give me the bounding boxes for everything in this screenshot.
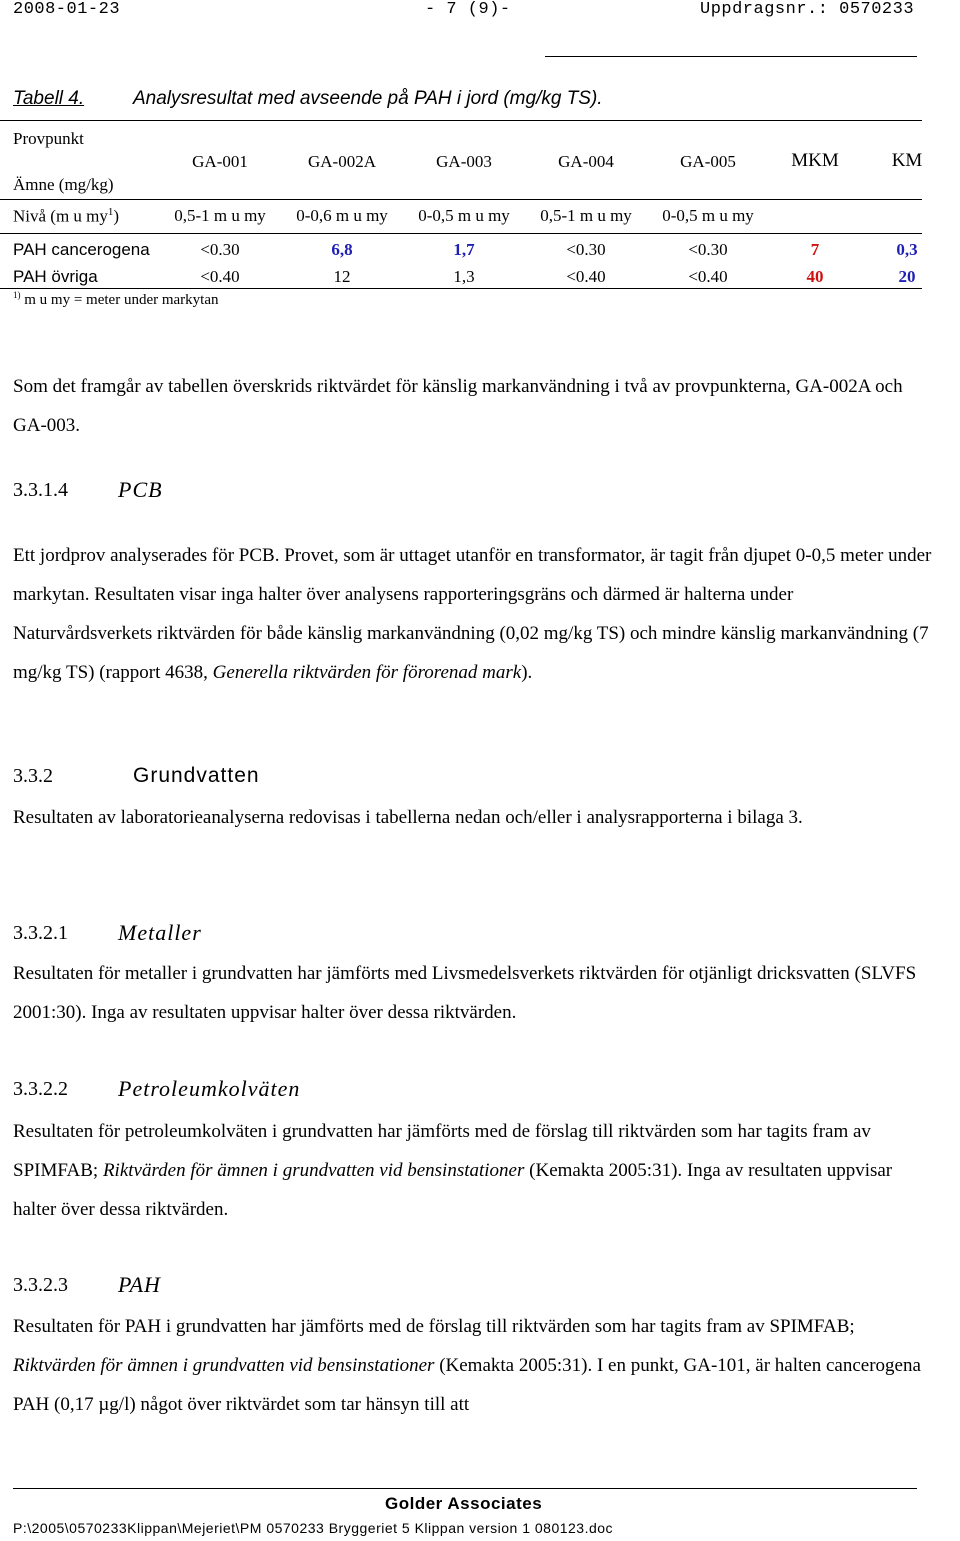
table-corner-bottom: Ämne (mg/kg) <box>13 175 114 194</box>
pcb-text-end: ). <box>521 662 533 683</box>
table-header-rule <box>0 199 922 200</box>
level-cell: 0-0,5 m u my <box>662 206 754 225</box>
heading-pah-number: 3.3.2.3 <box>13 1274 68 1296</box>
table-cell: 1,7 <box>453 240 475 259</box>
pcb-text: Ett jordprov analyserades för PCB. Provet, som är uttaget utanför en transformator, är tagit från djupet 0-0,5 meter under markytan. Resultaten visar inga halter över analysens rapporteringsgräns och därmed är halterna under Naturvårdsverkets riktvärden för både känslig markanvändning (0,02 mg/kg TS) och mindre känslig markanvändning (7 mg/kg TS) (rapport 4638, <box>13 545 932 683</box>
table-cell: <0.40 <box>566 267 606 286</box>
table-cell: <0.40 <box>200 267 240 286</box>
table-level-rule <box>0 233 922 234</box>
pah-text-end: (Kemakta 2005:31). I en punkt, GA-101, är halten cancerogena PAH (0,17 µg/l) något över riktvärdet som tar hänsyn till att <box>13 1355 921 1415</box>
table-cell: 40 <box>806 267 824 286</box>
footnote-mark: 1) <box>13 290 21 300</box>
header-page: - 7 (9)- <box>425 0 511 19</box>
level-label-text: Nivå (m u my <box>13 206 108 226</box>
heading-pah-title: PAH <box>118 1272 161 1297</box>
paragraph-metals: Resultaten för metaller i grundvatten har jämförts med Livsmedelsverkets riktvärden för otjänligt dricksvatten (SLVFS 2001:30). Inga av resultaten uppvisar halter över dessa riktvärden. <box>13 963 917 1023</box>
col-header: KM <box>891 150 923 171</box>
table-caption-label: Tabell 4. <box>13 88 85 109</box>
pah-reference-title: Riktvärden för ämnen i grundvatten vid bensinstationer <box>13 1355 435 1376</box>
pah-text: Resultaten för PAH i grundvatten har jämförts med de förslag till riktvärden som har tagits fram av SPIMFAB; <box>13 1316 855 1337</box>
level-cell: 0,5-1 m u my <box>174 206 266 225</box>
level-footnote-ref: 1 <box>107 206 114 218</box>
col-header: GA-004 <box>558 152 614 171</box>
level-cell: 0,5-1 m u my <box>540 206 632 225</box>
table-caption-text: Analysresultat med avseende på PAH i jord (mg/kg TS). <box>133 88 603 109</box>
table-cell: 20 <box>898 267 916 286</box>
heading-pcb-number: 3.3.1.4 <box>13 479 68 501</box>
heading-metals-title: Metaller <box>118 920 202 945</box>
level-cell: 0-0,6 m u my <box>296 206 388 225</box>
footer-rule <box>13 1488 917 1489</box>
table-corner-top: Provpunkt <box>13 129 84 148</box>
pcb-reference-title: Generella riktvärden för förorenad mark <box>212 662 522 683</box>
col-header: GA-005 <box>680 152 736 171</box>
table-footnote <box>13 290 219 309</box>
heading-groundwater-title: Grundvatten <box>133 764 260 787</box>
petroleum-text-end: (Kemakta 2005:31). Inga av resultaten uppvisar halter över dessa riktvärden. <box>13 1160 893 1220</box>
level-label <box>13 206 119 227</box>
heading-petroleum-number: 3.3.2.2 <box>13 1078 68 1100</box>
header-assignment: Uppdragsnr.: 0570233 <box>700 0 915 19</box>
paragraph-petroleum <box>13 1112 933 1229</box>
petroleum-reference-title: Riktvärden för ämnen i grundvatten vid bensinstationer <box>102 1160 525 1181</box>
footer-company: Golder Associates <box>385 1494 543 1513</box>
footer-file-path: P:\2005\0570233Klippan\Mejeriet\PM 0570233 Bryggeriet 5 Klippan version 1 080123.doc <box>13 1520 614 1536</box>
table-bottom-rule <box>0 288 922 289</box>
table-top-rule <box>0 120 922 121</box>
table-cell: <0.30 <box>566 240 606 259</box>
table-cell: <0.30 <box>200 240 240 259</box>
table-cell: 1,3 <box>453 267 475 286</box>
footnote-text: m u my = meter under markytan <box>24 292 219 308</box>
paragraph-exceedance: Som det framgår av tabellen överskrids riktvärdet för känslig markanvändning i två av provpunkterna, GA-002A och GA-003. <box>13 376 903 436</box>
paragraph-pcb <box>13 536 933 692</box>
table-cell: <0.30 <box>688 240 728 259</box>
col-header: GA-003 <box>436 152 492 171</box>
col-header: GA-001 <box>192 152 248 171</box>
col-header: MKM <box>791 150 839 171</box>
heading-groundwater-number: 3.3.2 <box>13 765 53 787</box>
table-cell: 0,3 <box>896 240 918 259</box>
paragraph-groundwater: Resultaten av laboratorieanalyserna redovisas i tabellerna nedan och/eller i analysrapporterna i bilaga 3. <box>13 807 803 828</box>
paragraph-pah <box>13 1307 933 1424</box>
table-cell: 7 <box>810 240 820 259</box>
row-label: PAH cancerogena <box>13 240 150 259</box>
heading-metals-number: 3.3.2.1 <box>13 922 68 944</box>
header-rule <box>545 56 917 57</box>
table-cell: <0.40 <box>688 267 728 286</box>
col-header: GA-002A <box>308 152 376 171</box>
heading-pcb-title: PCB <box>118 477 163 502</box>
petroleum-text: Resultaten för petroleumkolväten i grundvatten har jämförts med de förslag till riktvärden som har tagits fram av SPIMFAB; <box>13 1121 871 1181</box>
level-label-close: ) <box>113 206 120 226</box>
table-cell: 12 <box>333 267 351 286</box>
row-label: PAH övriga <box>13 267 98 286</box>
table-cell: 6,8 <box>331 240 353 259</box>
heading-petroleum-title: Petroleumkolväten <box>118 1076 301 1101</box>
level-cell: 0-0,5 m u my <box>418 206 510 225</box>
header-date: 2008-01-23 <box>13 0 121 19</box>
